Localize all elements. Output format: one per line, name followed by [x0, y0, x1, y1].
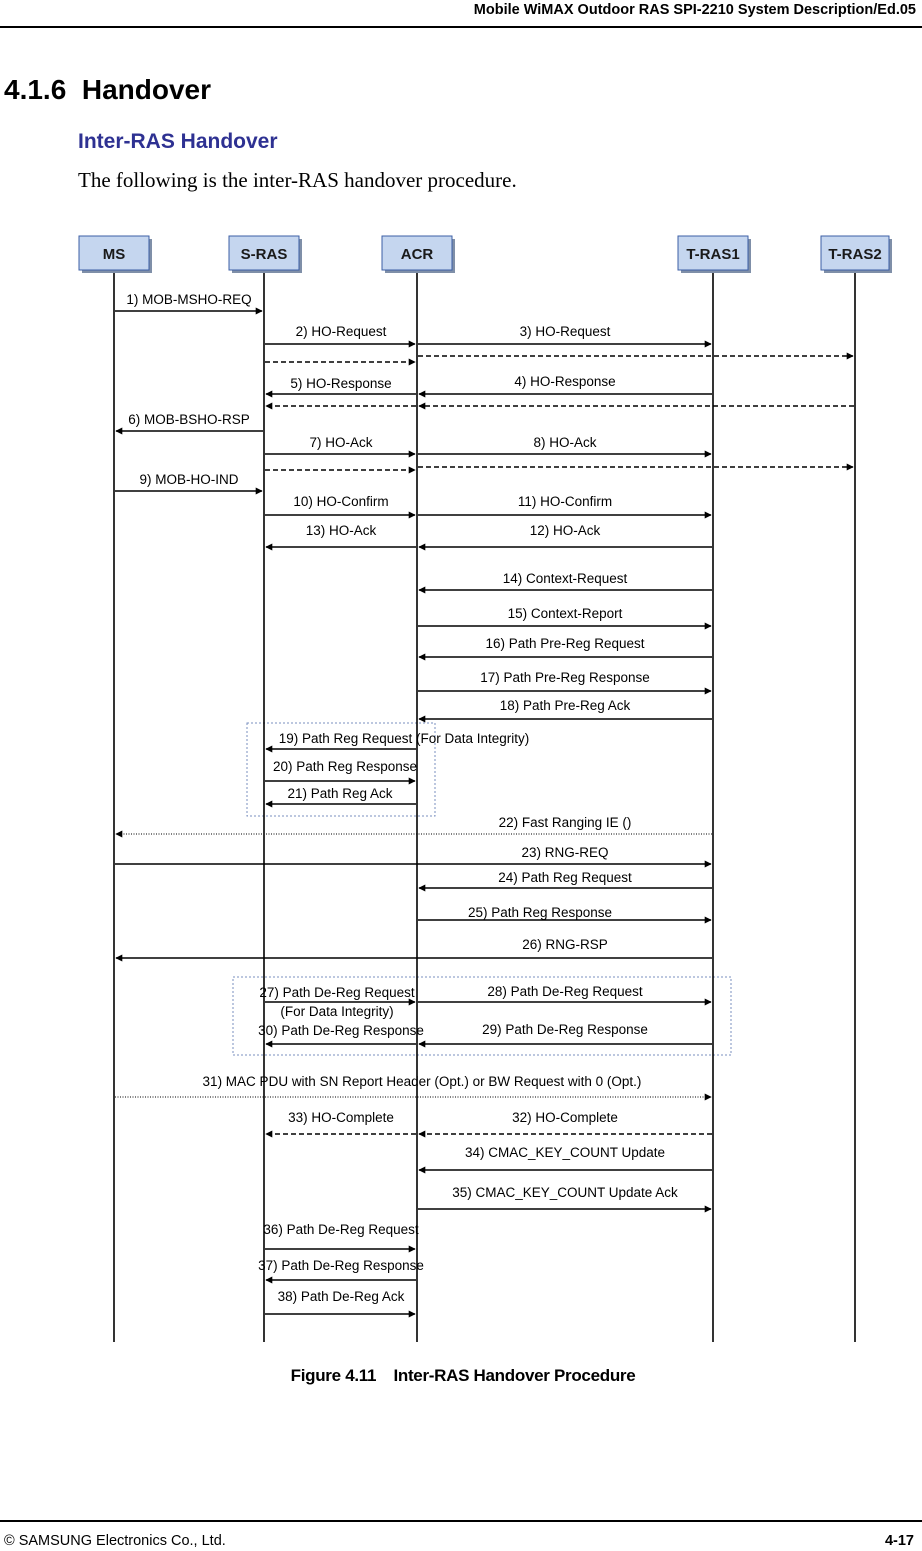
footer-rule — [0, 1520, 922, 1522]
entity-label: T-RAS2 — [828, 246, 882, 263]
message-label: 11) HO-Confirm — [517, 494, 613, 509]
message — [115, 292, 262, 311]
message — [419, 571, 712, 590]
message-label: 21) Path Reg Ack — [287, 786, 393, 801]
message-label: 19) Path Reg Request (For Data Integrity) — [278, 731, 530, 746]
message — [265, 435, 415, 454]
entity-s-ras — [229, 236, 302, 273]
message-label: 18) Path Pre-Reg Ack — [499, 698, 631, 713]
message-label: 35) CMAC_KEY_COUNT Update Ack — [452, 1185, 678, 1200]
message — [418, 606, 711, 626]
message-label: 31) MAC PDU with SN Report Header (Opt.) or BW Request with 0 (Opt.) — [202, 1074, 642, 1089]
message-label: (For Data Integrity) — [280, 1004, 394, 1019]
message — [418, 905, 711, 920]
message-label: 3) HO-Request — [519, 324, 611, 339]
message — [265, 1289, 415, 1314]
message-label: 6) MOB-BSHO-RSP — [128, 412, 250, 427]
message — [418, 670, 711, 691]
message — [418, 984, 711, 1002]
message — [266, 376, 416, 394]
section-title: Handover — [81, 74, 211, 105]
entity-label: T-RAS1 — [686, 246, 740, 263]
message — [419, 1145, 712, 1170]
entity-label: MS — [102, 246, 126, 263]
message — [115, 472, 262, 491]
message — [259, 985, 415, 1002]
message-label: 13) HO-Ack — [305, 523, 377, 538]
message-label: 10) HO-Confirm — [293, 494, 389, 509]
message — [419, 1110, 712, 1134]
message-label: 38) Path De-Reg Ack — [277, 1289, 405, 1304]
message — [418, 1185, 711, 1209]
message-label: 23) RNG-REQ — [521, 845, 609, 860]
message — [116, 412, 263, 431]
message-label: 8) HO-Ack — [533, 435, 597, 450]
figure-title: Inter-RAS Handover Procedure — [393, 1366, 636, 1385]
message — [266, 523, 416, 547]
message-label: 26) RNG-RSP — [522, 937, 608, 952]
running-header: Mobile WiMAX Outdoor RAS SPI-2210 System Description/Ed.05 — [473, 2, 916, 18]
message-label: 29) Path De-Reg Response — [482, 1022, 648, 1037]
message — [265, 759, 417, 781]
message — [266, 786, 416, 804]
message — [280, 1004, 393, 1019]
message — [418, 494, 711, 515]
message-label: 34) CMAC_KEY_COUNT Update — [464, 1145, 666, 1160]
message — [419, 1022, 712, 1044]
message — [263, 1222, 419, 1249]
message-label: 25) Path Reg Response — [467, 905, 613, 920]
message — [419, 636, 712, 657]
message-label: 1) MOB-MSHO-REQ — [126, 292, 252, 307]
entity-label: S-RAS — [240, 246, 288, 263]
message — [116, 937, 712, 958]
message-label: 9) MOB-HO-IND — [139, 472, 239, 487]
message-label: 16) Path Pre-Reg Request — [485, 636, 645, 651]
message-label: 2) HO-Request — [295, 324, 387, 339]
message — [258, 1023, 424, 1044]
message — [265, 324, 415, 344]
figure-number: Figure 4.11 — [290, 1366, 377, 1385]
message — [418, 324, 711, 344]
entity-ms — [79, 236, 152, 273]
section-number: 4.1.6 — [4, 74, 67, 105]
message — [115, 1074, 711, 1097]
message — [419, 698, 712, 719]
message-label: 28) Path De-Reg Request — [487, 984, 643, 999]
message — [418, 435, 711, 454]
message — [419, 374, 712, 394]
message-label: 5) HO-Response — [290, 376, 392, 391]
entity-acr — [382, 236, 455, 273]
message — [419, 870, 712, 888]
message-label: 36) Path De-Reg Request — [263, 1222, 419, 1237]
message — [266, 1110, 416, 1134]
message-label: 12) HO-Ack — [529, 523, 601, 538]
message-label: 14) Context-Request — [502, 571, 628, 586]
message-label: 24) Path Reg Request — [498, 870, 632, 885]
message — [116, 815, 712, 834]
message — [266, 731, 529, 749]
message — [419, 523, 712, 547]
message-label: 30) Path De-Reg Response — [258, 1023, 424, 1038]
entity-t-ras2 — [821, 236, 892, 273]
message-label: 22) Fast Ranging IE () — [498, 815, 632, 830]
message-label: 27) Path De-Reg Request — [259, 985, 415, 1000]
message-label: 15) Context-Report — [507, 606, 623, 621]
message-label: 33) HO-Complete — [288, 1110, 394, 1125]
message-label: 32) HO-Complete — [512, 1110, 618, 1125]
message-label: 20) Path Reg Response — [272, 759, 418, 774]
figure-caption — [0, 1366, 922, 1386]
message-label: 37) Path De-Reg Response — [258, 1258, 424, 1273]
message-label: 4) HO-Response — [514, 374, 616, 389]
footer-copyright: © SAMSUNG Electronics Co., Ltd. — [4, 1533, 226, 1549]
entity-label: ACR — [400, 246, 434, 263]
subsection-title: Inter-RAS Handover — [78, 130, 278, 153]
intro-paragraph: The following is the inter-RAS handover procedure. — [78, 168, 517, 192]
message — [265, 494, 415, 515]
message-label: 17) Path Pre-Reg Response — [480, 670, 650, 685]
entity-t-ras1 — [678, 236, 751, 273]
message — [115, 845, 711, 864]
footer-page-number: 4-17 — [884, 1533, 914, 1549]
message — [258, 1258, 424, 1280]
message-label: 7) HO-Ack — [309, 435, 373, 450]
